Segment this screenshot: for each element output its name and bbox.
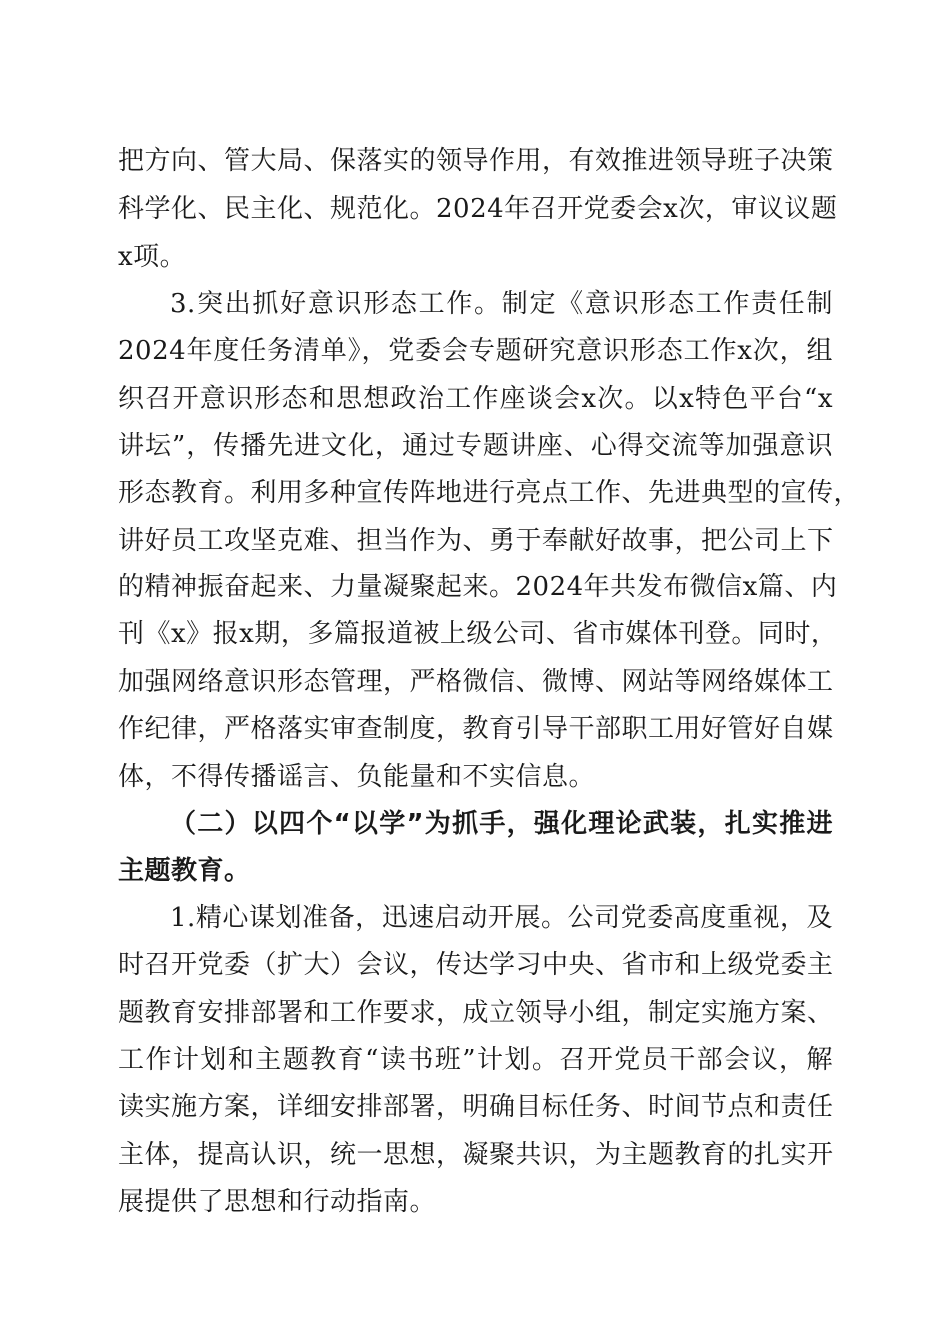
paragraph-line: 加强网络意识形态管理，严格微信、微博、网站等网络媒体工 — [118, 667, 834, 697]
paragraph-line: 形态教育。利用多种宣传阵地进行亮点工作、先进典型的宣传， — [118, 478, 861, 508]
paragraph-line: 题教育安排部署和工作要求，成立领导小组，制定实施方案、 — [118, 998, 834, 1028]
paragraph-line: 织召开意识形态和思想政治工作座谈会x次。以x特色平台“x — [118, 384, 833, 414]
paragraph-line: 讲好员工攻坚克难、担当作为、勇于奉献好故事，把公司上下 — [118, 526, 834, 556]
paragraph-line: 2024年度任务清单》，党委会专题研究意识形态工作x次，组 — [118, 336, 833, 366]
paragraph-line: 3.突出抓好意识形态工作。制定《意识形态工作责任制 — [170, 289, 833, 319]
paragraph-line: 的精神振奋起来、力量凝聚起来。2024年共发布微信x篇、内 — [118, 572, 838, 602]
paragraph-line: 刊《x》报x期，多篇报道被上级公司、省市媒体刊登。同时， — [118, 619, 838, 649]
paragraph-line: 1.精心谋划准备，迅速启动开展。公司党委高度重视，及 — [170, 903, 833, 933]
section-heading: （二）以四个“以学”为抓手，强化理论武装，扎实推进 — [170, 809, 833, 839]
paragraph-line: 工作计划和主题教育“读书班”计划。召开党员干部会议，解 — [118, 1045, 833, 1075]
paragraph-line: 主体，提高认识，统一思想，凝聚共识，为主题教育的扎实开 — [118, 1140, 834, 1170]
paragraph-line: 体，不得传播谣言、负能量和不实信息。 — [118, 762, 596, 792]
paragraph-line: 作纪律，严格落实审查制度，教育引导干部职工用好管好自媒 — [118, 714, 834, 744]
paragraph-line: 展提供了思想和行动指南。 — [118, 1187, 437, 1217]
section-heading: 主题教育。 — [118, 856, 251, 886]
paragraph-line: 讲坛”，传播先进文化，通过专题讲座、心得交流等加强意识 — [118, 431, 833, 461]
paragraph-line: 时召开党委（扩大）会议，传达学习中央、省市和上级党委主 — [118, 950, 834, 980]
paragraph-line: 读实施方案，详细安排部署，明确目标任务、时间节点和责任 — [118, 1092, 834, 1122]
paragraph-line: 把方向、管大局、保落实的领导作用，有效推进领导班子决策 — [118, 146, 834, 176]
paragraph-line: 科学化、民主化、规范化。2024年召开党委会x次，审议议题 — [118, 194, 838, 224]
paragraph-line: x项。 — [118, 242, 187, 272]
